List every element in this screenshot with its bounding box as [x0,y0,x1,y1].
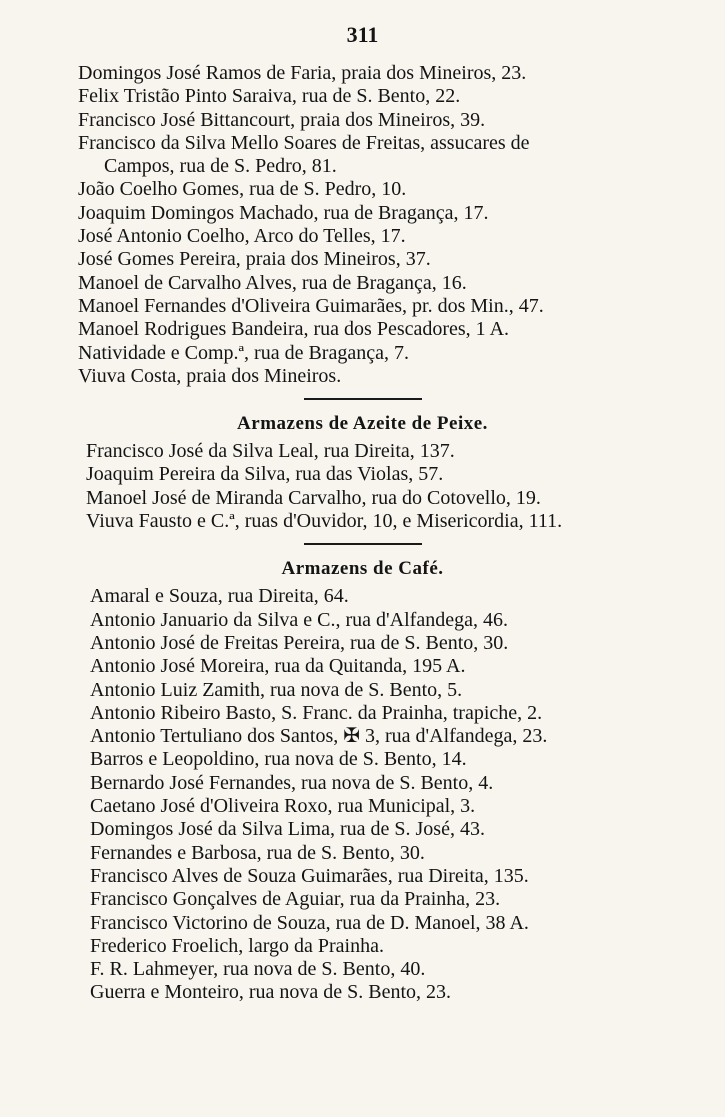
list-item: Frederico Froelich, largo da Prainha. [90,934,384,957]
list-item-continuation: Campos, rua de S. Pedro, 81. [104,155,337,178]
list-item: Antonio José de Freitas Pereira, rua de S. Bento, 30. [90,631,509,654]
section-title-cafe: Armazens de Café. [281,558,444,580]
list-item: Domingos José Ramos de Faria, praia dos Mineiros, 23. [78,62,527,84]
section-cafe [0,585,725,1004]
list-item: Natividade e Comp.ª, rua de Bragança, 7. [78,341,409,364]
list-item: Domingos José da Silva Lima, rua de S. José, 43. [90,818,485,841]
list-item: Viuva Fausto e C.ª, ruas d'Ouvidor, 10, e Misericordia, 111. [86,510,563,533]
list-item: F. R. Lahmeyer, rua nova de S. Bento, 40. [90,958,426,981]
list-item: Guerra e Monteiro, rua nova de S. Bento, 23. [90,981,452,1004]
page-content [0,62,725,1005]
list-item: Francisco Victorino de Souza, rua de D. Manoel, 38 A. [90,911,529,934]
list-item: Amaral e Souza, rua Direita, 64. [90,585,349,608]
list-item: Francisco José da Silva Leal, rua Direita, 137. [86,440,455,463]
list-item: Caetano José d'Oliveira Roxo, rua Municipal, 3. [90,795,476,818]
list-item: Francisco Gonçalves de Aguiar, rua da Prainha, 23. [90,888,501,911]
list-item: Francisco José Bittancourt, praia dos Mineiros, 39. [78,108,486,131]
page-number: 311 [346,22,379,47]
list-item: Joaquim Pereira da Silva, rua das Violas, 57. [86,463,444,486]
section-azeite-de-peixe [0,440,725,533]
list-item: Antonio Ribeiro Basto, S. Franc. da Prainha, trapiche, 2. [90,701,543,724]
section-divider [304,398,422,400]
list-item: Joaquim Domingos Machado, rua de Bragança, 17. [78,201,489,224]
list-item: Bernardo José Fernandes, rua nova de S. Bento, 4. [90,771,494,794]
list-item: José Antonio Coelho, Arco do Telles, 17. [78,225,406,248]
list-item: Manoel Rodrigues Bandeira, rua dos Pescadores, 1 A. [78,318,510,341]
section-merchants-list [0,62,725,388]
list-item: José Gomes Pereira, praia dos Mineiros, 37. [78,248,431,271]
list-item: Fernandes e Barbosa, rua de S. Bento, 30. [90,841,425,864]
list-item: Antonio Luiz Zamith, rua nova de S. Bento, 5. [90,678,463,701]
list-item: Antonio José Moreira, rua da Quitanda, 195 A. [90,655,466,678]
list-item: Barros e Leopoldino, rua nova de S. Bento, 14. [90,748,467,771]
list-item: Manoel de Carvalho Alves, rua de Bragança, 16. [78,271,467,294]
list-item: Manoel Fernandes d'Oliveira Guimarães, pr. dos Min., 47. [78,294,544,317]
list-item: Francisco Alves de Souza Guimarães, rua Direita, 135. [90,864,529,887]
list-item: João Coelho Gomes, rua de S. Pedro, 10. [78,178,407,201]
list-item: Viuva Costa, praia dos Mineiros. [78,364,342,387]
section-divider [304,543,422,545]
list-item: Francisco da Silva Mello Soares de Freitas, assucares de [78,131,530,154]
section-title-azeite: Armazens de Azeite de Peixe. [237,413,488,435]
list-item: Felix Tristão Pinto Saraiva, rua de S. Bento, 22. [78,85,461,108]
list-item: Manoel José de Miranda Carvalho, rua do Cotovello, 19. [86,486,541,509]
list-item: Antonio Januario da Silva e C., rua d'Alfandega, 46. [90,608,508,631]
list-item: Antonio Tertuliano dos Santos, ✠ 3, rua d'Alfandega, 23. [90,725,548,748]
